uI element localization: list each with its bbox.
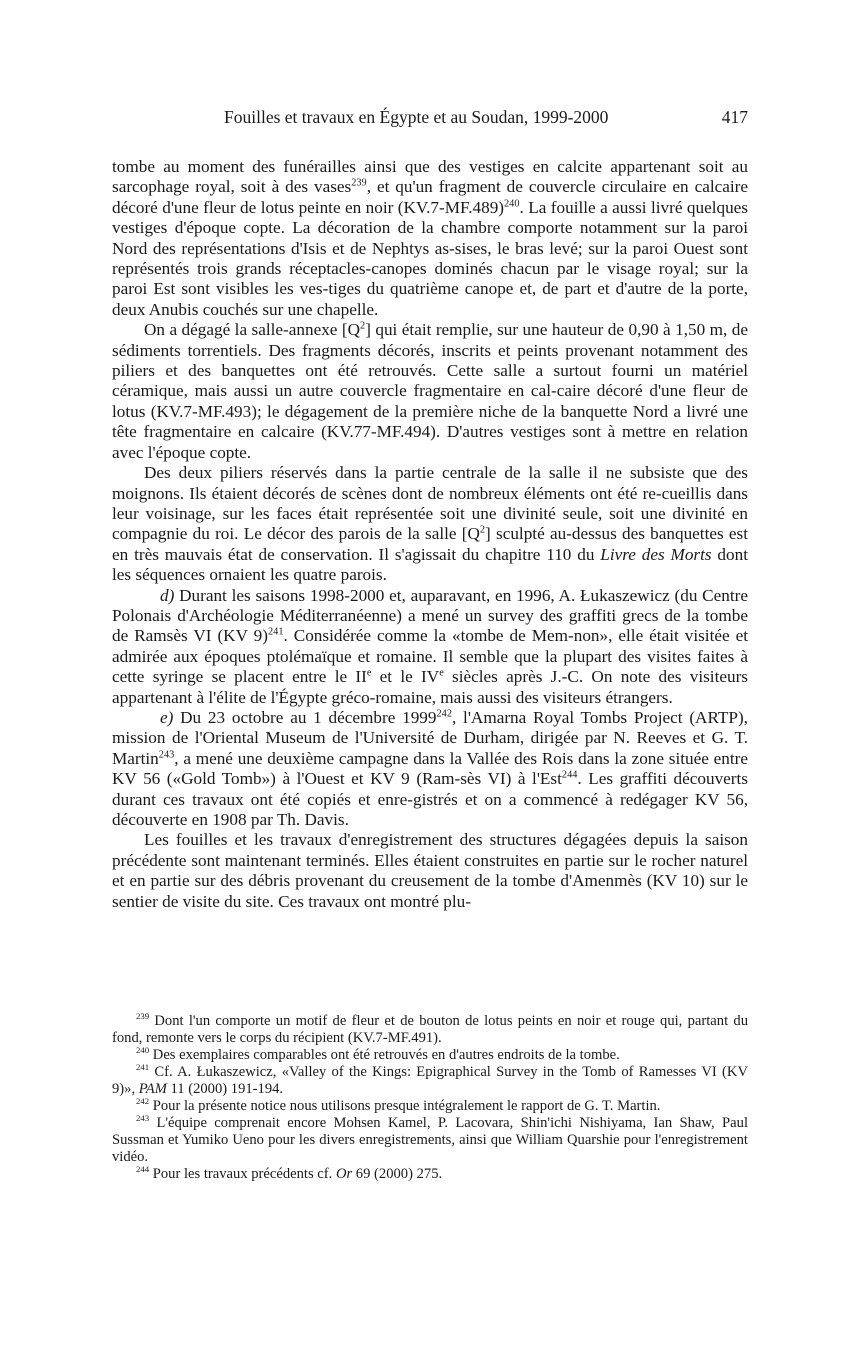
footnote-241 xyxy=(112,1064,748,1098)
paragraph-5 xyxy=(112,708,748,830)
text-run: On a dégagé la salle-annexe [Q xyxy=(144,320,361,340)
text-run: Durant les saisons 1998-2000 et, auparavant, en 1996, A. Łukaszewicz (du Centre Polonais d'Archéologie Méditerranéenne) a mené un survey des graffiti grecs de la tombe de Ramsès VI (KV 9) xyxy=(112,585,748,646)
footnote-text: 11 (2000) 191-194. xyxy=(166,1081,284,1097)
text-run: ] sculpté au-dessus des banquettes est en très mauvais état de conservation. Il s'agissait du chapitre 110 du xyxy=(112,524,748,564)
running-title: Fouilles et travaux en Égypte et au Soudan, 1999-2000 xyxy=(224,107,609,127)
superscript: 2 xyxy=(360,320,366,332)
footnote-239 xyxy=(112,1013,748,1047)
text-run: . Les graffiti découverts durant ces travaux ont été copiés et enre-gistrés et on a commencé à redégager KV 56, découverte en 1908 par Th. Davis. xyxy=(112,769,748,829)
section-label: d) xyxy=(160,585,175,605)
text-run: , l'Amarna Royal Tombs Project (ARTP), mission de l'Oriental Museum de l'Université de Durham, dirigée par N. Reeves et G. T. Martin xyxy=(112,707,748,768)
paragraph-2 xyxy=(112,320,748,463)
superscript: 2 xyxy=(479,524,486,536)
book-title: Livre des Morts xyxy=(600,544,712,564)
footnote-text: Pour la présente notice nous utilisons presque intégralement le rapport de G. T. Martin. xyxy=(149,1098,661,1114)
text-run: tombe au moment des funérailles ainsi que des vestiges en calcite appartenant soit au sarcophage royal, soit à des vases xyxy=(112,157,748,197)
journal-title: PAM xyxy=(138,1081,167,1097)
footnote-number: 239 xyxy=(136,1011,150,1022)
text-run: et le IV xyxy=(371,667,440,687)
footnote-ref-242: 242 xyxy=(436,708,452,720)
footnote-number: 242 xyxy=(136,1096,150,1107)
footnote-number: 240 xyxy=(136,1045,150,1056)
footnote-text: L'équipe comprenait encore Mohsen Kamel, P. Lacovara, Shin'ichi Nishiyama, Ian Shaw, Paul Sussman et Yumiko Ueno pour les divers enregistrements, ainsi que William Quarshie pour l'enregistrement vidéo. xyxy=(112,1115,748,1165)
footnote-text: Pour les travaux précédents cf. xyxy=(149,1166,336,1182)
footnote-text: Des exemplaires comparables ont été retrouvés en d'autres endroits de la tombe. xyxy=(149,1047,620,1063)
footnote-ref-239: 239 xyxy=(351,177,367,189)
text-run: . La fouille a aussi livré quelques vestiges d'époque copte. La décoration de la chambre comporte notamment sur la paroi Nord des représentations d'Isis et de Nephtys as-sises, le bras levé; sur la paroi Ouest sont représentés trois grands réceptacles-canopes dominés chacun par le visage royal; sur la paroi Est sont visibles les ves-tiges du quatrième canope et, de part et d'autre de la porte, deux Anubis couchés sur une chapelle. xyxy=(112,197,748,319)
page-number: 417 xyxy=(721,107,748,127)
text-run: siècles après J.-C. On note des visiteurs appartenant à l'élite de l'Égypte gréco-romaine, mais aussi des visiteurs étrangers. xyxy=(112,667,748,707)
body-text xyxy=(112,157,748,912)
footnote-ref-241: 241 xyxy=(268,626,284,638)
footnotes xyxy=(112,1013,748,1183)
running-head xyxy=(112,107,748,133)
superscript: e xyxy=(439,667,444,679)
paragraph-6: Les fouilles et les travaux d'enregistrement des structures dégagées depuis la saison précédente sont maintenant terminés. Elles étaient construites en partie sur le rocher naturel et en partie sur des débris provenant du creusement de la tombe d'Amenmès (KV 10) sur le sentier de visite du site. Ces travaux ont montré plu- xyxy=(112,830,748,911)
journal-title: Or xyxy=(335,1166,353,1182)
footnote-text: Cf. A. Łukaszewicz, «Valley of the Kings: Epigraphical Survey in the Tomb of Ramesses VI (KV 9)», xyxy=(112,1064,748,1097)
paragraph-4 xyxy=(112,586,748,708)
text-run: Du 23 octobre au 1 décembre 1999 xyxy=(173,707,437,727)
footnote-242 xyxy=(112,1098,748,1115)
footnote-text: 69 (2000) 275. xyxy=(352,1166,443,1182)
footnote-number: 241 xyxy=(136,1062,150,1073)
superscript: e xyxy=(366,667,372,679)
footnote-number: 243 xyxy=(136,1113,150,1124)
footnote-text: Dont l'un comporte un motif de fleur et de bouton de lotus peints en noir et rouge qui, partant du fond, remonte vers le corps du récipient (KV.7-MF.491). xyxy=(112,1013,748,1046)
text-run: . Considérée comme la «tombe de Mem-non», elle était visitée et admirée aux époques ptolémaïque et romaine. Il semble que la plupart des visites faites à cette syringe se placent entre le II xyxy=(112,626,748,687)
text-run: ] qui était remplie, sur une hauteur de 0,90 à 1,50 m, de sédiments torrentiels. Des fragments décorés, inscrits et peints provenant notamment des piliers et des banquettes ont été retrouvés. Cette salle a surtout fourni un matériel céramique, mais aussi un autre couvercle fragmentaire en cal-caire décoré d'une fleur de lotus (KV.7-MF.493); le dégagement de la première niche de la banquette Nord a livré une tête fragmentaire en calcaire (KV.77-MF.494). D'autres vestiges sont à mettre en relation avec l'époque copte. xyxy=(112,320,748,462)
text-run: dont les séquences ornaient les quatre parois. xyxy=(112,544,748,585)
text-run: , et qu'un fragment de couvercle circulaire en calcaire décoré d'une fleur de lotus peinte en noir (KV.7-MF.489) xyxy=(112,177,748,217)
footnote-ref-244: 244 xyxy=(561,769,578,781)
footnote-number: 244 xyxy=(136,1164,150,1175)
footnote-243 xyxy=(112,1115,748,1166)
footnote-244 xyxy=(112,1166,748,1183)
text-run: , a mené une deuxième campagne dans la Vallée des Rois dans la zone située entre KV 56 («Gold Tomb») à l'Ouest et KV 9 (Ram-sès VI) à l'Est xyxy=(112,748,748,789)
footnote-ref-243: 243 xyxy=(158,749,175,761)
footnote-240 xyxy=(112,1047,748,1064)
section-label: e) xyxy=(160,707,174,727)
paragraph-1 xyxy=(112,157,748,320)
footnote-ref-240: 240 xyxy=(504,198,520,210)
paragraph-3 xyxy=(112,463,748,585)
text-run: Des deux piliers réservés dans la partie centrale de la salle il ne subsiste que des moignons. Ils étaient décorés de scènes dont de nombreux éléments ont été re-cueillis dans leur voisinage, sur les faces était représentée soit une divinité seule, soit une divinité en compagnie du roi. Le décor des parois de la salle [Q xyxy=(112,463,748,544)
